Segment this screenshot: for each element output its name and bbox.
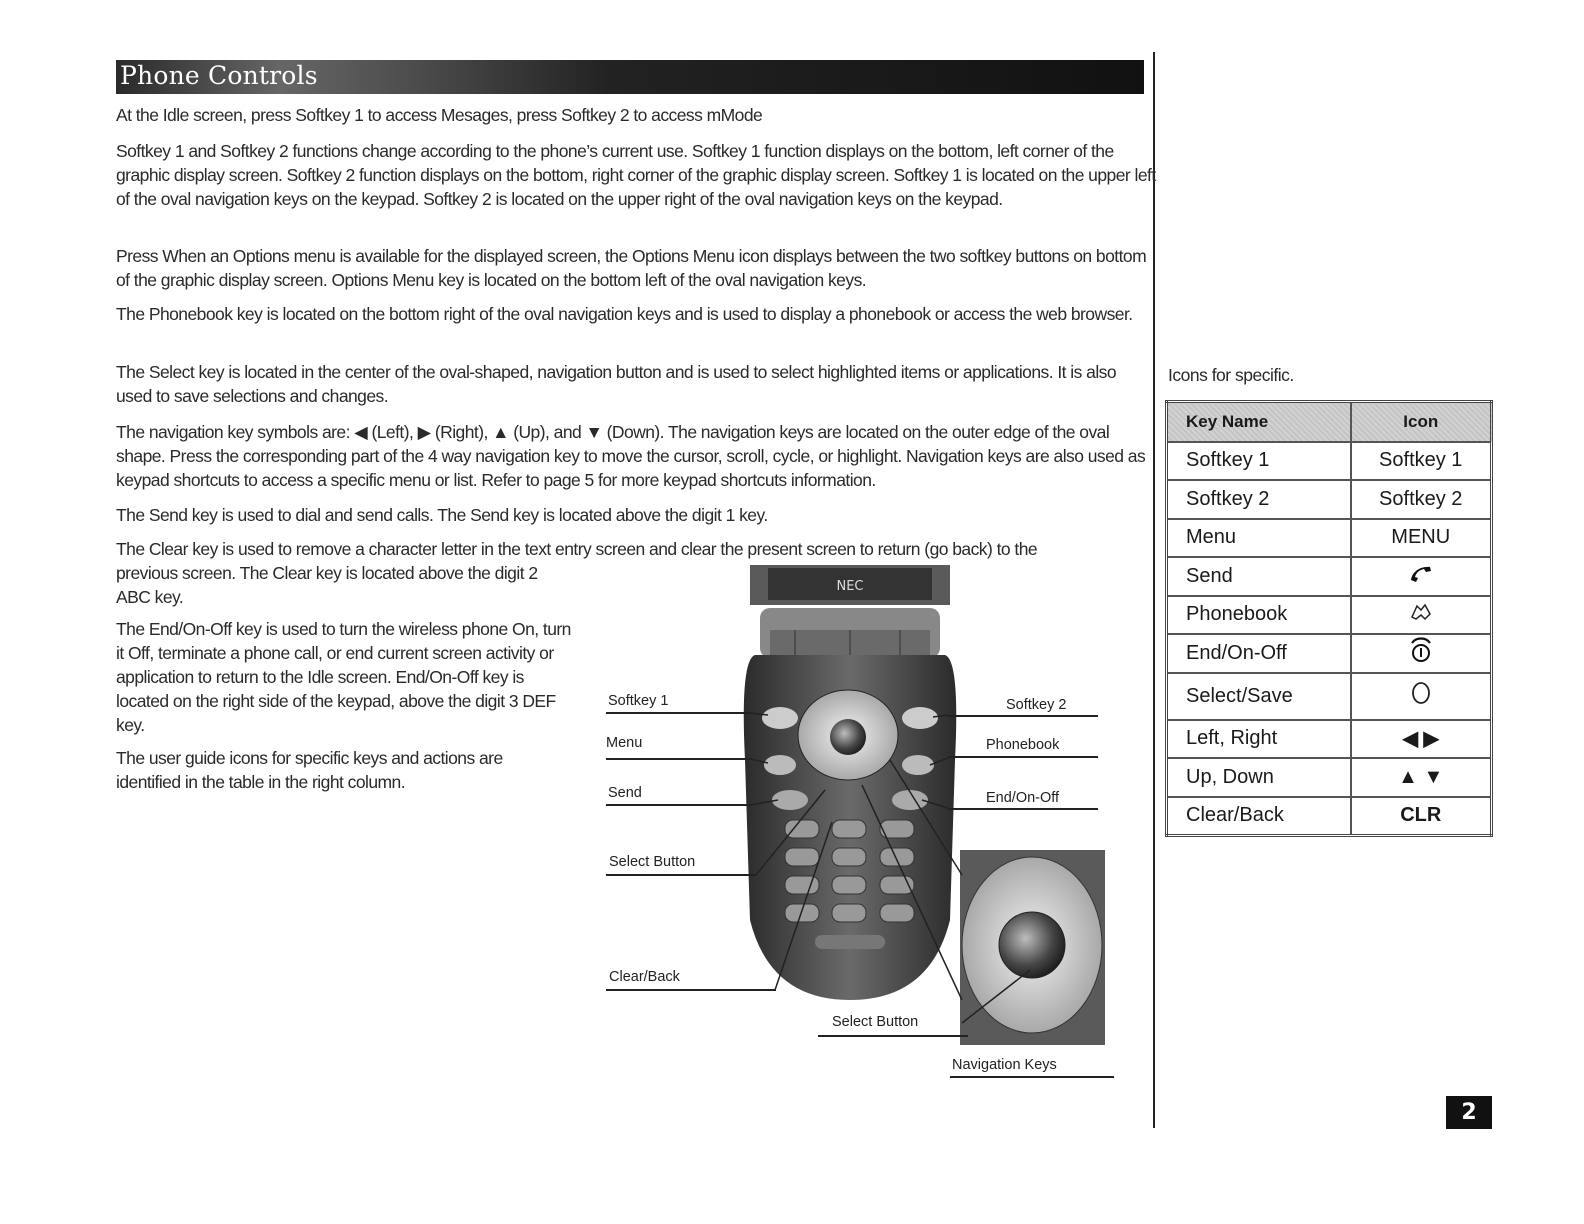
select-oval-icon — [1409, 679, 1433, 707]
callout-menu: Menu — [606, 735, 643, 751]
key-name: Select/Save — [1167, 673, 1351, 720]
callout-select-button-zoom: Select Button — [832, 1014, 919, 1030]
callout-underline — [606, 989, 776, 991]
paragraph-clear-cont: previous screen. The Clear key is located above the digit 2 ABC key. — [116, 563, 538, 607]
callout-clear-back: Clear/Back — [609, 969, 680, 985]
paragraph-end: The End/On-Off key is used to turn the wireless phone On, turn it Off, terminate a phone call, or end current screen activity or application to return to the Idle screen. End/On-Off key is located on the right side of the keypad, above the digit 3 DEF key. — [116, 619, 571, 735]
phone-figure — [600, 560, 1120, 1080]
page-title: Phone Controls — [120, 61, 318, 90]
key-icon-table — [1165, 400, 1493, 837]
callout-underline — [948, 756, 1098, 758]
section-title-bar — [116, 60, 1144, 94]
paragraph-select: The Select key is located in the center of the oval-shaped, navigation button and is used to select highlighted items or applications. It is also used to save selections and changes. — [116, 362, 1117, 406]
table-row — [1167, 797, 1492, 836]
callout-underline — [606, 712, 751, 714]
table-row — [1167, 634, 1492, 673]
paragraph-clear: The Clear key is used to remove a character letter in the text entry screen and clear the present screen to return (go back) to the — [116, 539, 1038, 559]
end-power-icon — [1408, 636, 1434, 664]
table-row — [1167, 758, 1492, 797]
callout-underline — [818, 1035, 968, 1037]
callout-navigation-keys: Navigation Keys — [952, 1057, 1057, 1073]
phonebook-icon — [1408, 602, 1434, 622]
paragraph-send: The Send key is used to dial and send calls. The Send key is located above the digit 1 key. — [116, 505, 768, 525]
callout-underline — [606, 804, 751, 806]
up-down-arrows-icon: ▲ ▼ — [1351, 758, 1492, 797]
paragraph-idle: At the Idle screen, press Softkey 1 to access Mesages, press Softkey 2 to access mMode — [116, 105, 763, 125]
callout-end-on-off: End/On-Off — [986, 790, 1060, 806]
column-divider — [1153, 52, 1155, 1128]
callout-phonebook: Phonebook — [986, 737, 1060, 753]
callout-select-button: Select Button — [609, 854, 696, 870]
key-icon-text: Softkey 2 — [1351, 480, 1492, 519]
table-row — [1167, 519, 1492, 558]
key-name: Softkey 1 — [1167, 442, 1351, 481]
key-name: Softkey 2 — [1167, 480, 1351, 519]
paragraph-softkeys: Softkey 1 and Softkey 2 functions change according to the phone’s current use. Softkey 1 function displays on the bottom, left corner of the graphic display screen. Softkey 2 function displays on the bottom, right corner of the graphic display screen. Softkey 1 is located on the upper left of the oval navigation keys on the keypad. Softkey 2 is located on the upper right of the oval navigation keys on the keypad. — [116, 141, 1156, 209]
callout-send: Send — [608, 785, 642, 801]
header-key-name: Key Name — [1167, 402, 1351, 442]
key-name: Send — [1167, 557, 1351, 596]
callout-underline — [950, 1076, 1114, 1078]
table-header-row — [1167, 402, 1492, 442]
table-row — [1167, 673, 1492, 720]
paragraph-navigation: The navigation key symbols are: ◀ (Left), ▶ (Right), ▲ (Up), and ▼ (Down). The navigation keys are located on the outer edge of the oval shape. Press the corresponding part of the 4 way navigation key to move the cursor, scroll, cycle, or highlight. Navigation keys are also used as keypad shortcuts to access a specific menu or list. Refer to page 5 for more keypad shortcuts information. — [116, 422, 1146, 490]
key-name: Left, Right — [1167, 720, 1351, 759]
callout-underline — [606, 874, 756, 876]
key-name: Menu — [1167, 519, 1351, 558]
left-right-arrows-icon: ◀ ▶ — [1351, 720, 1492, 759]
key-name: Up, Down — [1167, 758, 1351, 797]
phone-brand-logo: NEC — [836, 579, 864, 594]
callout-underline — [948, 808, 1098, 810]
header-icon: Icon — [1351, 402, 1492, 442]
table-row — [1167, 720, 1492, 759]
key-icon-text: MENU — [1351, 519, 1492, 558]
callout-underline — [606, 758, 751, 760]
callout-underline — [948, 715, 1098, 717]
table-row — [1167, 442, 1492, 481]
key-name: End/On-Off — [1167, 634, 1351, 673]
clr-icon: CLR — [1351, 797, 1492, 836]
table-row — [1167, 557, 1492, 596]
send-handset-icon — [1408, 563, 1434, 583]
icons-label: Icons for specific. — [1168, 365, 1294, 385]
paragraph-phonebook: The Phonebook key is located on the bottom right of the oval navigation keys and is used to display a phonebook or access the web browser. — [116, 304, 1133, 324]
callout-softkey1: Softkey 1 — [608, 693, 669, 709]
table-row — [1167, 596, 1492, 635]
paragraph-options-menu: Press When an Options menu is available for the displayed screen, the Options Menu icon displays between the two softkey buttons on bottom of the graphic display screen. Options Menu key is located on the bottom left of the oval navigation keys. — [116, 246, 1147, 290]
callout-softkey2: Softkey 2 — [1006, 697, 1067, 713]
page-number: 2 — [1446, 1096, 1492, 1129]
phone-illustration — [600, 560, 1120, 1080]
table-row — [1167, 480, 1492, 519]
key-name: Phonebook — [1167, 596, 1351, 635]
key-name: Clear/Back — [1167, 797, 1351, 836]
paragraph-icons-note: The user guide icons for specific keys and actions are identified in the table in the right column. — [116, 748, 503, 792]
key-icon-text: Softkey 1 — [1351, 442, 1492, 481]
